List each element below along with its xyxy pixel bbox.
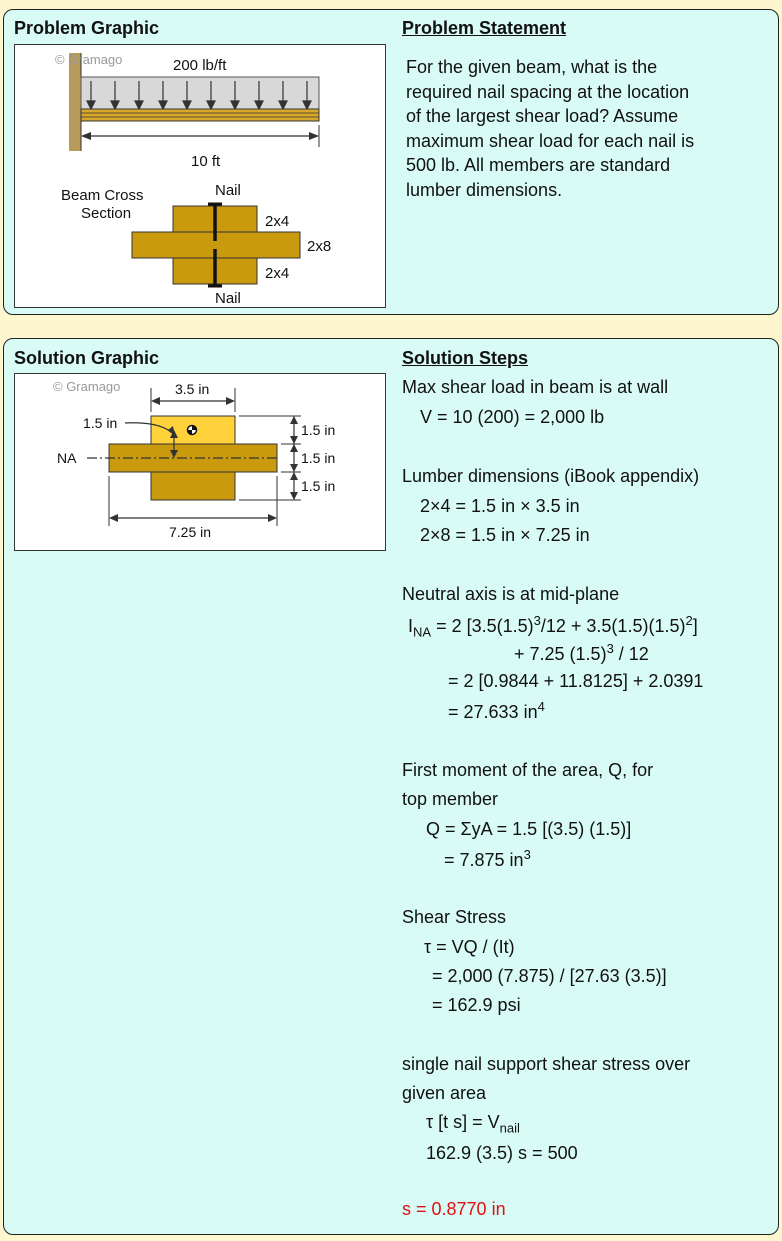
- statement-line: of the largest shear load? Assume: [406, 106, 679, 126]
- step-line: given area: [402, 1083, 487, 1103]
- step-line: = 7.875 $in^3$: [444, 847, 531, 870]
- step-line: Max shear load in beam is at wall: [402, 377, 669, 397]
- step-line: single nail support shear stress over: [402, 1054, 691, 1074]
- dim-label-2: 1.5 in: [301, 450, 336, 466]
- step-line: 2×8 = 1.5 in × 7.25 in: [420, 525, 590, 545]
- bottom-member-label: 2x4: [265, 265, 290, 282]
- bottom-width-label: 7.25 in: [169, 524, 212, 540]
- solution-steps-heading: Solution Steps: [402, 348, 528, 368]
- wall: [69, 53, 81, 151]
- dim-label-1: 1.5 in: [301, 422, 336, 438]
- step-line: = 27.633 $in^4$: [448, 699, 545, 722]
- statement-line: 500 lb. All members are standard: [406, 155, 671, 175]
- nail-top-label: Nail: [215, 182, 241, 199]
- step-line: V = 10 (200) = 2,000 lb: [420, 407, 605, 427]
- step-line: = 2 [0.9844 + 11.8125] + 2.0391: [448, 671, 704, 691]
- beam-diagram: [15, 45, 385, 307]
- span-label: 10 ft: [191, 153, 221, 170]
- step-line: 162.9 (3.5) s = 500: [426, 1143, 578, 1163]
- step-line: = 162.9 psi: [432, 995, 521, 1015]
- step-line: = 2,000 (7.875) / [27.63 (3.5)]: [432, 966, 667, 986]
- step-line: 2×4 = 1.5 in × 3.5 in: [420, 496, 580, 516]
- section-label-2: Section: [81, 205, 132, 222]
- solution-graphic-heading: Solution Graphic: [14, 348, 160, 368]
- statement-line: lumber dimensions.: [406, 179, 563, 200]
- dim-label-3: 1.5 in: [301, 478, 336, 494]
- top-member-label: 2x4: [265, 213, 290, 230]
- statement-line: For the given beam, what is the: [406, 57, 658, 77]
- load-label: 200 lb/ft: [173, 57, 227, 74]
- problem-panel: [3, 9, 779, 315]
- step-line: Shear Stress: [402, 907, 507, 927]
- na-label: NA: [57, 450, 77, 466]
- solution-panel: [3, 338, 779, 1235]
- nail-bottom-label: Nail: [215, 290, 241, 307]
- solution-graphic: [14, 373, 386, 551]
- statement-line: required nail spacing at the location: [406, 81, 690, 102]
- section-label-1: Beam Cross: [61, 187, 144, 204]
- step-line: Neutral axis is at mid-plane: [402, 584, 620, 604]
- section-dimension-diagram: [15, 374, 385, 550]
- step-line: Q = ΣyA = 1.5 [(3.5) (1.5)]: [426, 819, 632, 839]
- problem-graphic-heading: Problem Graphic: [14, 18, 160, 38]
- centroid-icon: [188, 426, 197, 435]
- step-line: Lumber dimensions (iBook appendix): [402, 466, 700, 486]
- statement-line: maximum shear load for each nail is: [406, 130, 695, 151]
- step-line: τ = VQ / (It): [424, 937, 515, 957]
- problem-statement: [406, 55, 766, 202]
- bottom-member: [151, 472, 235, 500]
- centroid-offset-label: 1.5 in: [83, 415, 118, 431]
- copyright-text: © Gramago: [55, 52, 123, 67]
- middle-member-label: 2x8: [307, 238, 332, 255]
- copyright-text: © Gramago: [53, 379, 121, 394]
- answer-line: s = 0.8770 in: [402, 1199, 506, 1219]
- step-line: τ [t $s] = V_{nail}$: [426, 1112, 520, 1136]
- step-line: + 7.25 $(1.5)^3 / 12$: [514, 641, 649, 664]
- step-line: First moment of the area, Q, for: [402, 760, 654, 780]
- beam: [81, 109, 319, 121]
- problem-graphic: [14, 44, 386, 308]
- problem-statement-heading: Problem Statement: [402, 18, 567, 38]
- step-line: top member: [402, 789, 499, 809]
- top-width-label: 3.5 in: [175, 381, 210, 397]
- inertia-equation: $I_{NA} = 2$ $[3.5(1.5)^3/12 + 3.5(1.5)(1.5)^2]$: [408, 613, 698, 640]
